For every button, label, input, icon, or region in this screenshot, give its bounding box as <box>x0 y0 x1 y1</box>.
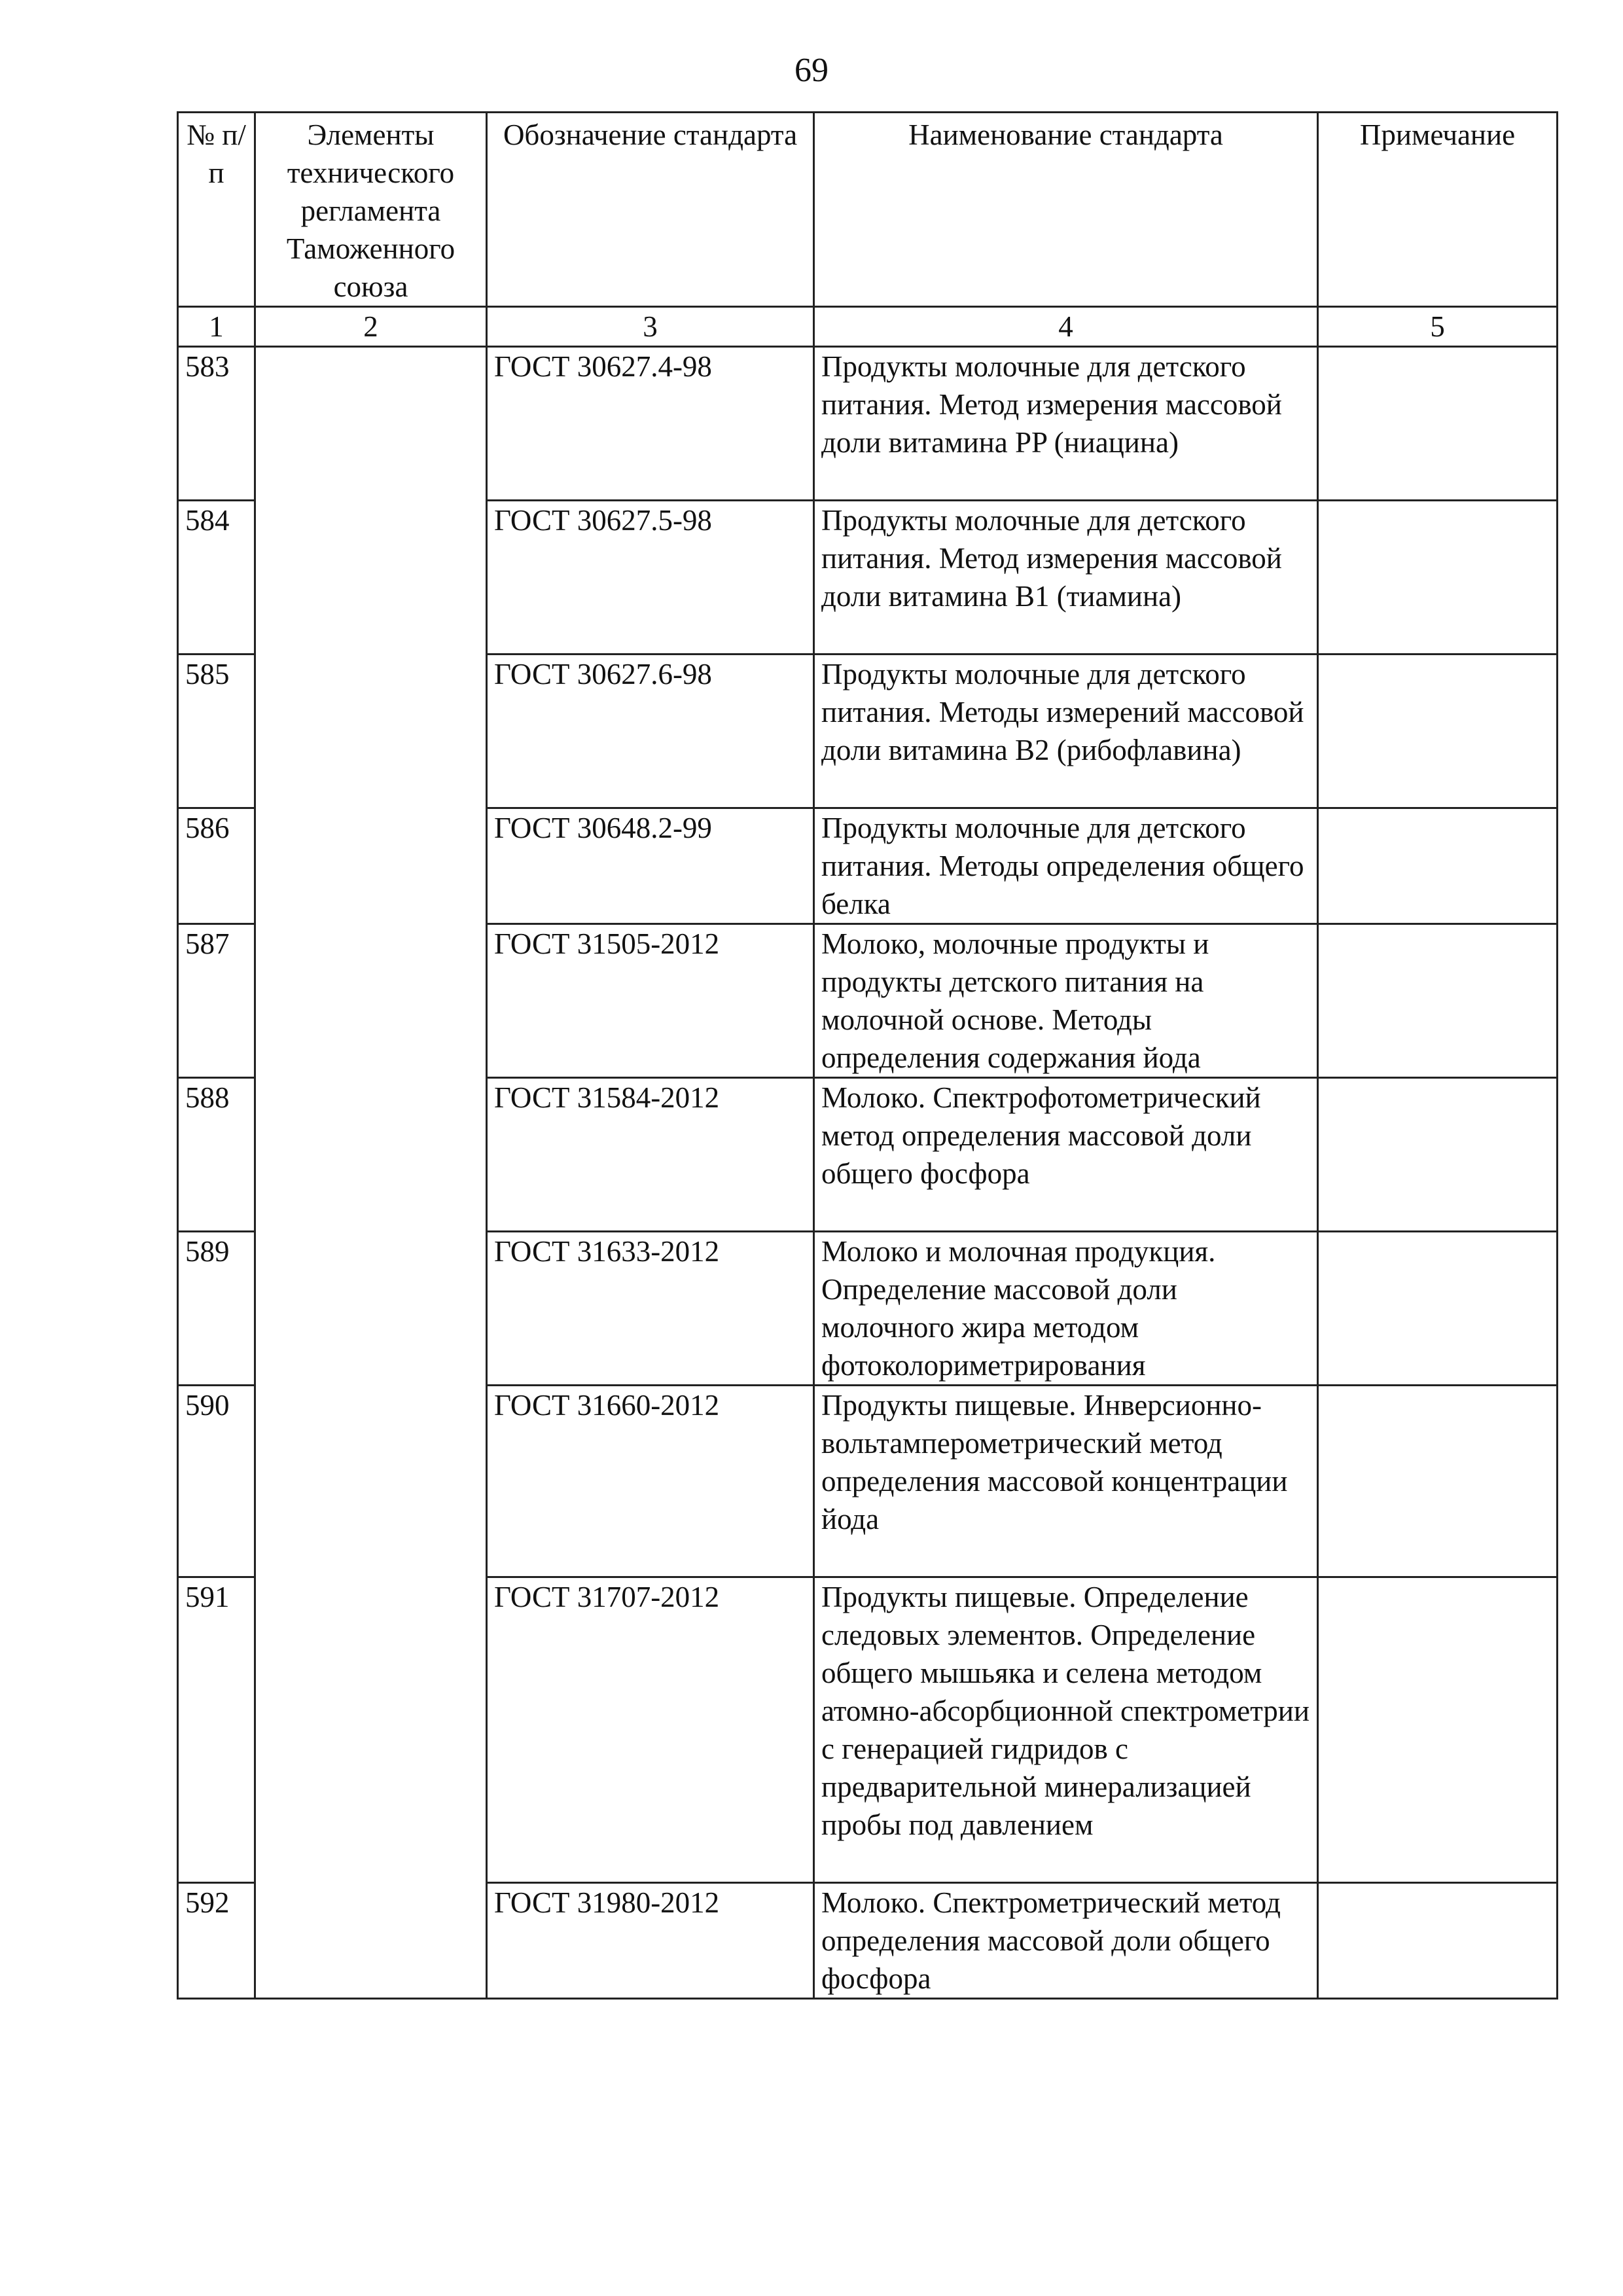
note-cell <box>1318 655 1558 808</box>
gost-designation: ГОСТ 31980-2012 <box>487 1883 814 1999</box>
row-number: 591 <box>178 1577 255 1883</box>
header-designation: Обозначение стандарта <box>487 113 814 307</box>
standard-name: Продукты пищевые. Инверсионно-вольтамперометрический метод определения массовой концентрации йода <box>814 1386 1318 1577</box>
standard-name: Молоко. Спектрофотометрический метод определения массовой доли общего фосфора <box>814 1078 1318 1232</box>
header-standard-name: Наименование стандарта <box>814 113 1318 307</box>
note-cell <box>1318 924 1558 1078</box>
gost-designation: ГОСТ 30627.6-98 <box>487 655 814 808</box>
note-cell <box>1318 1883 1558 1999</box>
page-number: 69 <box>794 52 829 89</box>
table-row <box>178 347 1558 501</box>
standard-name: Продукты молочные для детского питания. Метод измерения массовой доли витамина PP (ниацина) <box>814 347 1318 501</box>
gost-designation: ГОСТ 31633-2012 <box>487 1232 814 1386</box>
header-note: Примечание <box>1318 113 1558 307</box>
standard-name: Продукты молочные для детского питания. Методы измерений массовой доли витамина B2 (рибофлавина) <box>814 655 1318 808</box>
elements-cell <box>255 347 487 1999</box>
column-number: 4 <box>814 307 1318 347</box>
standard-name: Продукты пищевые. Определение следовых элементов. Определение общего мышьяка и селена методом атомно-абсорбционной спектрометрии с генерацией гидридов с предварительной минерализацией пробы под давлением <box>814 1577 1318 1883</box>
standard-name: Продукты молочные для детского питания. Методы определения общего белка <box>814 808 1318 924</box>
header-elements: Элементы технического регламента Таможенного союза <box>255 113 487 307</box>
row-number: 590 <box>178 1386 255 1577</box>
note-cell <box>1318 1232 1558 1386</box>
table-header-row <box>178 113 1558 307</box>
standard-name: Молоко, молочные продукты и продукты детского питания на молочной основе. Методы определения содержания йода <box>814 924 1318 1078</box>
standard-name: Молоко. Спектрометрический метод определения массовой доли общего фосфора <box>814 1883 1318 1999</box>
note-cell <box>1318 808 1558 924</box>
standard-name: Продукты молочные для детского питания. Метод измерения массовой доли витамина B1 (тиамина) <box>814 501 1318 655</box>
gost-designation: ГОСТ 30627.5-98 <box>487 501 814 655</box>
standards-table <box>177 111 1558 2000</box>
row-number: 592 <box>178 1883 255 1999</box>
column-number: 3 <box>487 307 814 347</box>
column-number: 2 <box>255 307 487 347</box>
gost-designation: ГОСТ 31505-2012 <box>487 924 814 1078</box>
gost-designation: ГОСТ 30627.4-98 <box>487 347 814 501</box>
note-cell <box>1318 347 1558 501</box>
column-number-row <box>178 307 1558 347</box>
row-number: 588 <box>178 1078 255 1232</box>
header-number: № п/п <box>178 113 255 307</box>
row-number: 586 <box>178 808 255 924</box>
row-number: 583 <box>178 347 255 501</box>
gost-designation: ГОСТ 31584-2012 <box>487 1078 814 1232</box>
column-number: 1 <box>178 307 255 347</box>
row-number: 589 <box>178 1232 255 1386</box>
note-cell <box>1318 501 1558 655</box>
standard-name: Молоко и молочная продукция. Определение массовой доли молочного жира методом фотоколориметрирования <box>814 1232 1318 1386</box>
note-cell <box>1318 1386 1558 1577</box>
row-number: 585 <box>178 655 255 808</box>
gost-designation: ГОСТ 30648.2-99 <box>487 808 814 924</box>
row-number: 584 <box>178 501 255 655</box>
gost-designation: ГОСТ 31660-2012 <box>487 1386 814 1577</box>
note-cell <box>1318 1577 1558 1883</box>
gost-designation: ГОСТ 31707-2012 <box>487 1577 814 1883</box>
column-number: 5 <box>1318 307 1558 347</box>
note-cell <box>1318 1078 1558 1232</box>
row-number: 587 <box>178 924 255 1078</box>
